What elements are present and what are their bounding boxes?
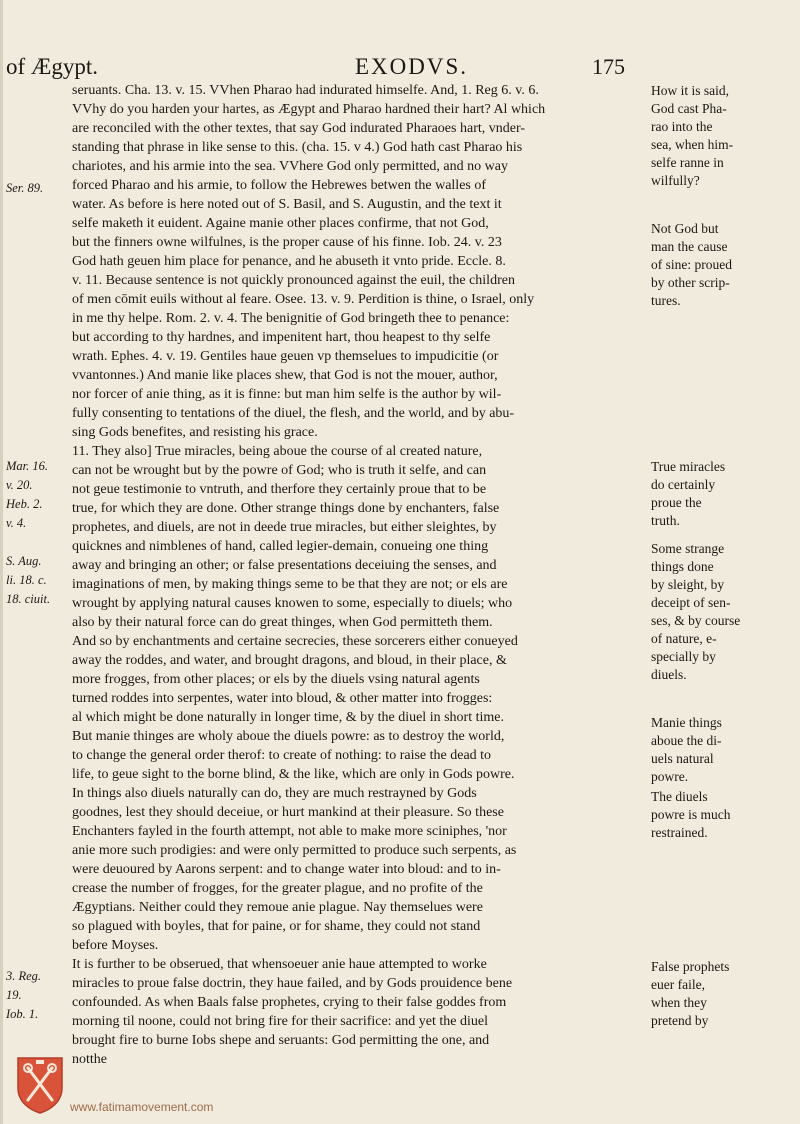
- text-line: goodnes, lest they should deceiue, or hurt mankind at their pleasure. So these: [72, 805, 504, 820]
- text-line: to change the general order therof: to create of nothing: to raise the dead to: [72, 748, 492, 763]
- right-note-line: proue the: [651, 495, 702, 510]
- left-margin-note: li. 18. c.: [6, 573, 47, 587]
- right-note-line: truth.: [651, 513, 680, 528]
- right-margin-note: [651, 458, 799, 530]
- left-margin-note: 18. ciuit.: [6, 592, 51, 606]
- text-line: miracles to proue false doctrin, they haue failed, and by Gods prouidence bene: [72, 976, 513, 991]
- right-margin-note: [651, 714, 799, 786]
- right-note-line: do certainly: [651, 477, 716, 492]
- left-margin-note: 3. Reg.: [6, 969, 42, 983]
- right-margin-note: [651, 220, 799, 310]
- text-line: chariotes, and his armie into the sea. VVhere God only permitted, and no way: [72, 159, 508, 174]
- page-number: 175: [592, 54, 625, 79]
- text-line: 11. They also] True miracles, being aboue the course of al created nature,: [72, 444, 483, 459]
- right-note-line: selfe ranne in: [651, 155, 724, 170]
- right-note-line: by sleight, by: [651, 577, 725, 592]
- right-note-line: wilfully?: [651, 173, 700, 188]
- text-line: confounded. As when Baals false prophetes, crying to their false goddes from: [72, 995, 507, 1010]
- text-line: not geue testimonie to vntruth, and therfore they certainly proue that to be: [72, 482, 487, 497]
- crossed-keys-emblem-icon: [14, 1054, 66, 1114]
- text-line: turned roddes into serpentes, water into bloud, & other matter into frogges:: [72, 691, 493, 706]
- text-line: crease the number of frogges, for the greater plague, and no profite of the: [72, 881, 483, 896]
- text-line: It is further to be obserued, that whensoeuer anie haue attempted to worke: [72, 957, 487, 972]
- text-line: so plagued with boyles, that for paine, or for shame, they could not stand: [72, 919, 481, 934]
- right-note-line: deceipt of sen-: [651, 595, 731, 610]
- text-line: v. 11. Because sentence is not quickly pronounced against the euil, the children: [72, 273, 515, 288]
- right-note-line: Not God but: [651, 221, 719, 236]
- text-line: wrath. Ephes. 4. v. 19. Gentiles haue geuen vp themselues to impudicitie (or: [72, 349, 499, 364]
- text-line: In things also diuels naturally can do, they are much restrayned by Gods: [72, 786, 477, 801]
- left-margin-note: v. 4.: [6, 516, 27, 530]
- right-note-line: sea, when him-: [651, 137, 734, 152]
- text-line: seruants. Cha. 13. v. 15. VVhen Pharao had indurated himselfe. And, 1. Reg 6. v. 6.: [72, 83, 539, 98]
- right-margin-note: [651, 540, 799, 684]
- text-line: quicknes and nimblenes of hand, called legier-demain, conueing one thing: [72, 539, 489, 554]
- left-margin-note: Iob. 1.: [6, 1007, 39, 1021]
- right-note-line: of nature, e-: [651, 631, 717, 646]
- text-line: wrought by applying natural causes knowen to some, especially to diuels; who: [72, 596, 513, 611]
- right-note-line: specially by: [651, 649, 716, 664]
- right-note-line: when they: [651, 995, 707, 1010]
- right-note-line: Manie things: [651, 715, 722, 730]
- text-line: true, for which they are done. Other strange things done by enchanters, false: [72, 501, 500, 516]
- text-line: forced Pharao and his armie, to follow the Hebrewes betwen the walles of: [72, 178, 487, 193]
- text-line: morning til noone, could not bring fire for their sacrifice: and yet the diuel: [72, 1014, 488, 1029]
- text-line: brought fire to burne Iobs shepe and seruants: God permitting the one, and: [72, 1033, 490, 1048]
- text-line: prophetes, and diuels, are not in deede true miracles, but either sleightes, by: [72, 520, 497, 535]
- text-line: anie more such prodigies: and were only permitted to produce such serpents, as: [72, 843, 517, 858]
- text-line: more frogges, from other places; or els by the diuels vsing natural agents: [72, 672, 480, 687]
- right-note-line: diuels.: [651, 667, 687, 682]
- text-line: notthe: [72, 1052, 107, 1067]
- right-note-line: Some strange: [651, 541, 725, 556]
- right-note-line: False prophets: [651, 959, 730, 974]
- text-line: Enchanters fayled in the fourth attempt, not able to make more sciniphes, 'nor: [72, 824, 507, 839]
- right-margin-note: [651, 82, 799, 190]
- right-note-line: by other scrip-: [651, 275, 730, 290]
- right-margin-note: [651, 788, 799, 842]
- right-note-line: True miracles: [651, 459, 726, 474]
- text-line: also by their natural force can do great thinges, when God permitteth them.: [72, 615, 493, 630]
- text-line: VVhy do you harden your hartes, as Ægypt and Pharao hardned their hart? Al which: [72, 102, 546, 117]
- right-note-line: uels natural: [651, 751, 714, 766]
- text-line: imaginations of men, by making things seme to be that they are not; or els are: [72, 577, 508, 592]
- right-margin-note: [651, 958, 799, 1030]
- right-note-line: How it is said,: [651, 83, 730, 98]
- text-line: But manie thinges are wholy aboue the diuels powre: as to destroy the world,: [72, 729, 505, 744]
- right-note-line: pretend by: [651, 1013, 709, 1028]
- text-line: in me thy helpe. Rom. 2. v. 4. The benignitie of God bringeth thee to penance:: [72, 311, 510, 326]
- header-book-title: EXODVS.: [355, 54, 469, 79]
- text-line: before Moyses.: [72, 938, 159, 953]
- text-line: can not be wrought but by the powre of God; who is truth it selfe, and can: [72, 463, 487, 478]
- left-margin-note: Ser. 89.: [6, 181, 44, 195]
- right-note-line: tures.: [651, 293, 681, 308]
- left-margin-note: Mar. 16.: [6, 459, 49, 473]
- running-header: [0, 52, 800, 84]
- right-note-line: restrained.: [651, 825, 708, 840]
- text-line: nor forcer of anie thing, as it is finne: but man him selfe is the author by wil-: [72, 387, 502, 402]
- left-margin-note: Heb. 2.: [6, 497, 43, 511]
- text-line: but according to thy hardnes, and impenitent hart, thou heapest to thy selfe: [72, 330, 491, 345]
- right-note-line: ses, & by course: [651, 613, 741, 628]
- text-line: were deuoured by Aarons serpent: and to change water into bloud: and to in-: [72, 862, 501, 877]
- text-line: vvantonnes.) And manie like places shew, that God is not the mouer, author,: [72, 368, 498, 383]
- text-line: water. As before is here noted out of S. Basil, and S. Augustin, and the text it: [72, 197, 502, 212]
- text-line: selfe maketh it euident. Againe manie other places confirme, that not God,: [72, 216, 489, 231]
- text-line: standing that phrase in like sense to this. (cha. 15. v 4.) God hath cast Pharao his: [72, 140, 523, 155]
- text-line: Ægyptians. Neither could they remoue anie plague. Nay themselues were: [72, 900, 483, 915]
- page-gutter-shadow: [0, 0, 3, 1124]
- watermark-url[interactable]: www.fatimamovement.com: [70, 1100, 214, 1114]
- text-line: but the finners owne wilfulnes, is the proper cause of his finne. Iob. 24. v. 23: [72, 235, 502, 250]
- text-line: of men cōmit euils without al feare. Osee. 13. v. 9. Perdition is thine, o Israel, only: [72, 292, 535, 307]
- right-note-line: euer faile,: [651, 977, 705, 992]
- text-line: God hath geuen him place for penance, and he abuseth it vnto pride. Eccle. 8.: [72, 254, 506, 269]
- right-note-line: powre is much: [651, 807, 731, 822]
- text-line: away and bringing an other; or false presentations deceiuing the senses, and: [72, 558, 497, 573]
- text-line: And so by enchantments and certaine secrecies, these sorcerers either conueyed: [72, 634, 518, 649]
- left-margin-note: 19.: [6, 988, 22, 1002]
- text-line: al which might be done naturally in longer time, & by the diuel in short time.: [72, 710, 504, 725]
- text-line: away the roddes, and water, and brought dragons, and bloud, in their place, &: [72, 653, 507, 668]
- right-note-line: aboue the di-: [651, 733, 722, 748]
- text-line: sing Gods benefites, and resisting his grace.: [72, 425, 318, 440]
- text-line: are reconciled with the other textes, that say God indurated Pharaoes hart, vnder-: [72, 121, 525, 136]
- left-margin-note: v. 20.: [6, 478, 33, 492]
- right-note-line: The diuels: [651, 789, 708, 804]
- right-note-line: man the cause: [651, 239, 728, 254]
- right-note-line: of sine: proued: [651, 257, 732, 272]
- right-note-line: things done: [651, 559, 714, 574]
- right-note-line: powre.: [651, 769, 689, 784]
- left-margin-note: S. Aug.: [6, 554, 42, 568]
- text-line: fully consenting to tentations of the diuel, the flesh, and the world, and by abu-: [72, 406, 515, 421]
- right-note-line: rao into the: [651, 119, 713, 134]
- right-note-line: God cast Pha-: [651, 101, 727, 116]
- header-left-title: of Ægypt.: [6, 54, 98, 79]
- text-line: life, to geue sight to the borne blind, & the like, which are only in Gods powre.: [72, 767, 515, 782]
